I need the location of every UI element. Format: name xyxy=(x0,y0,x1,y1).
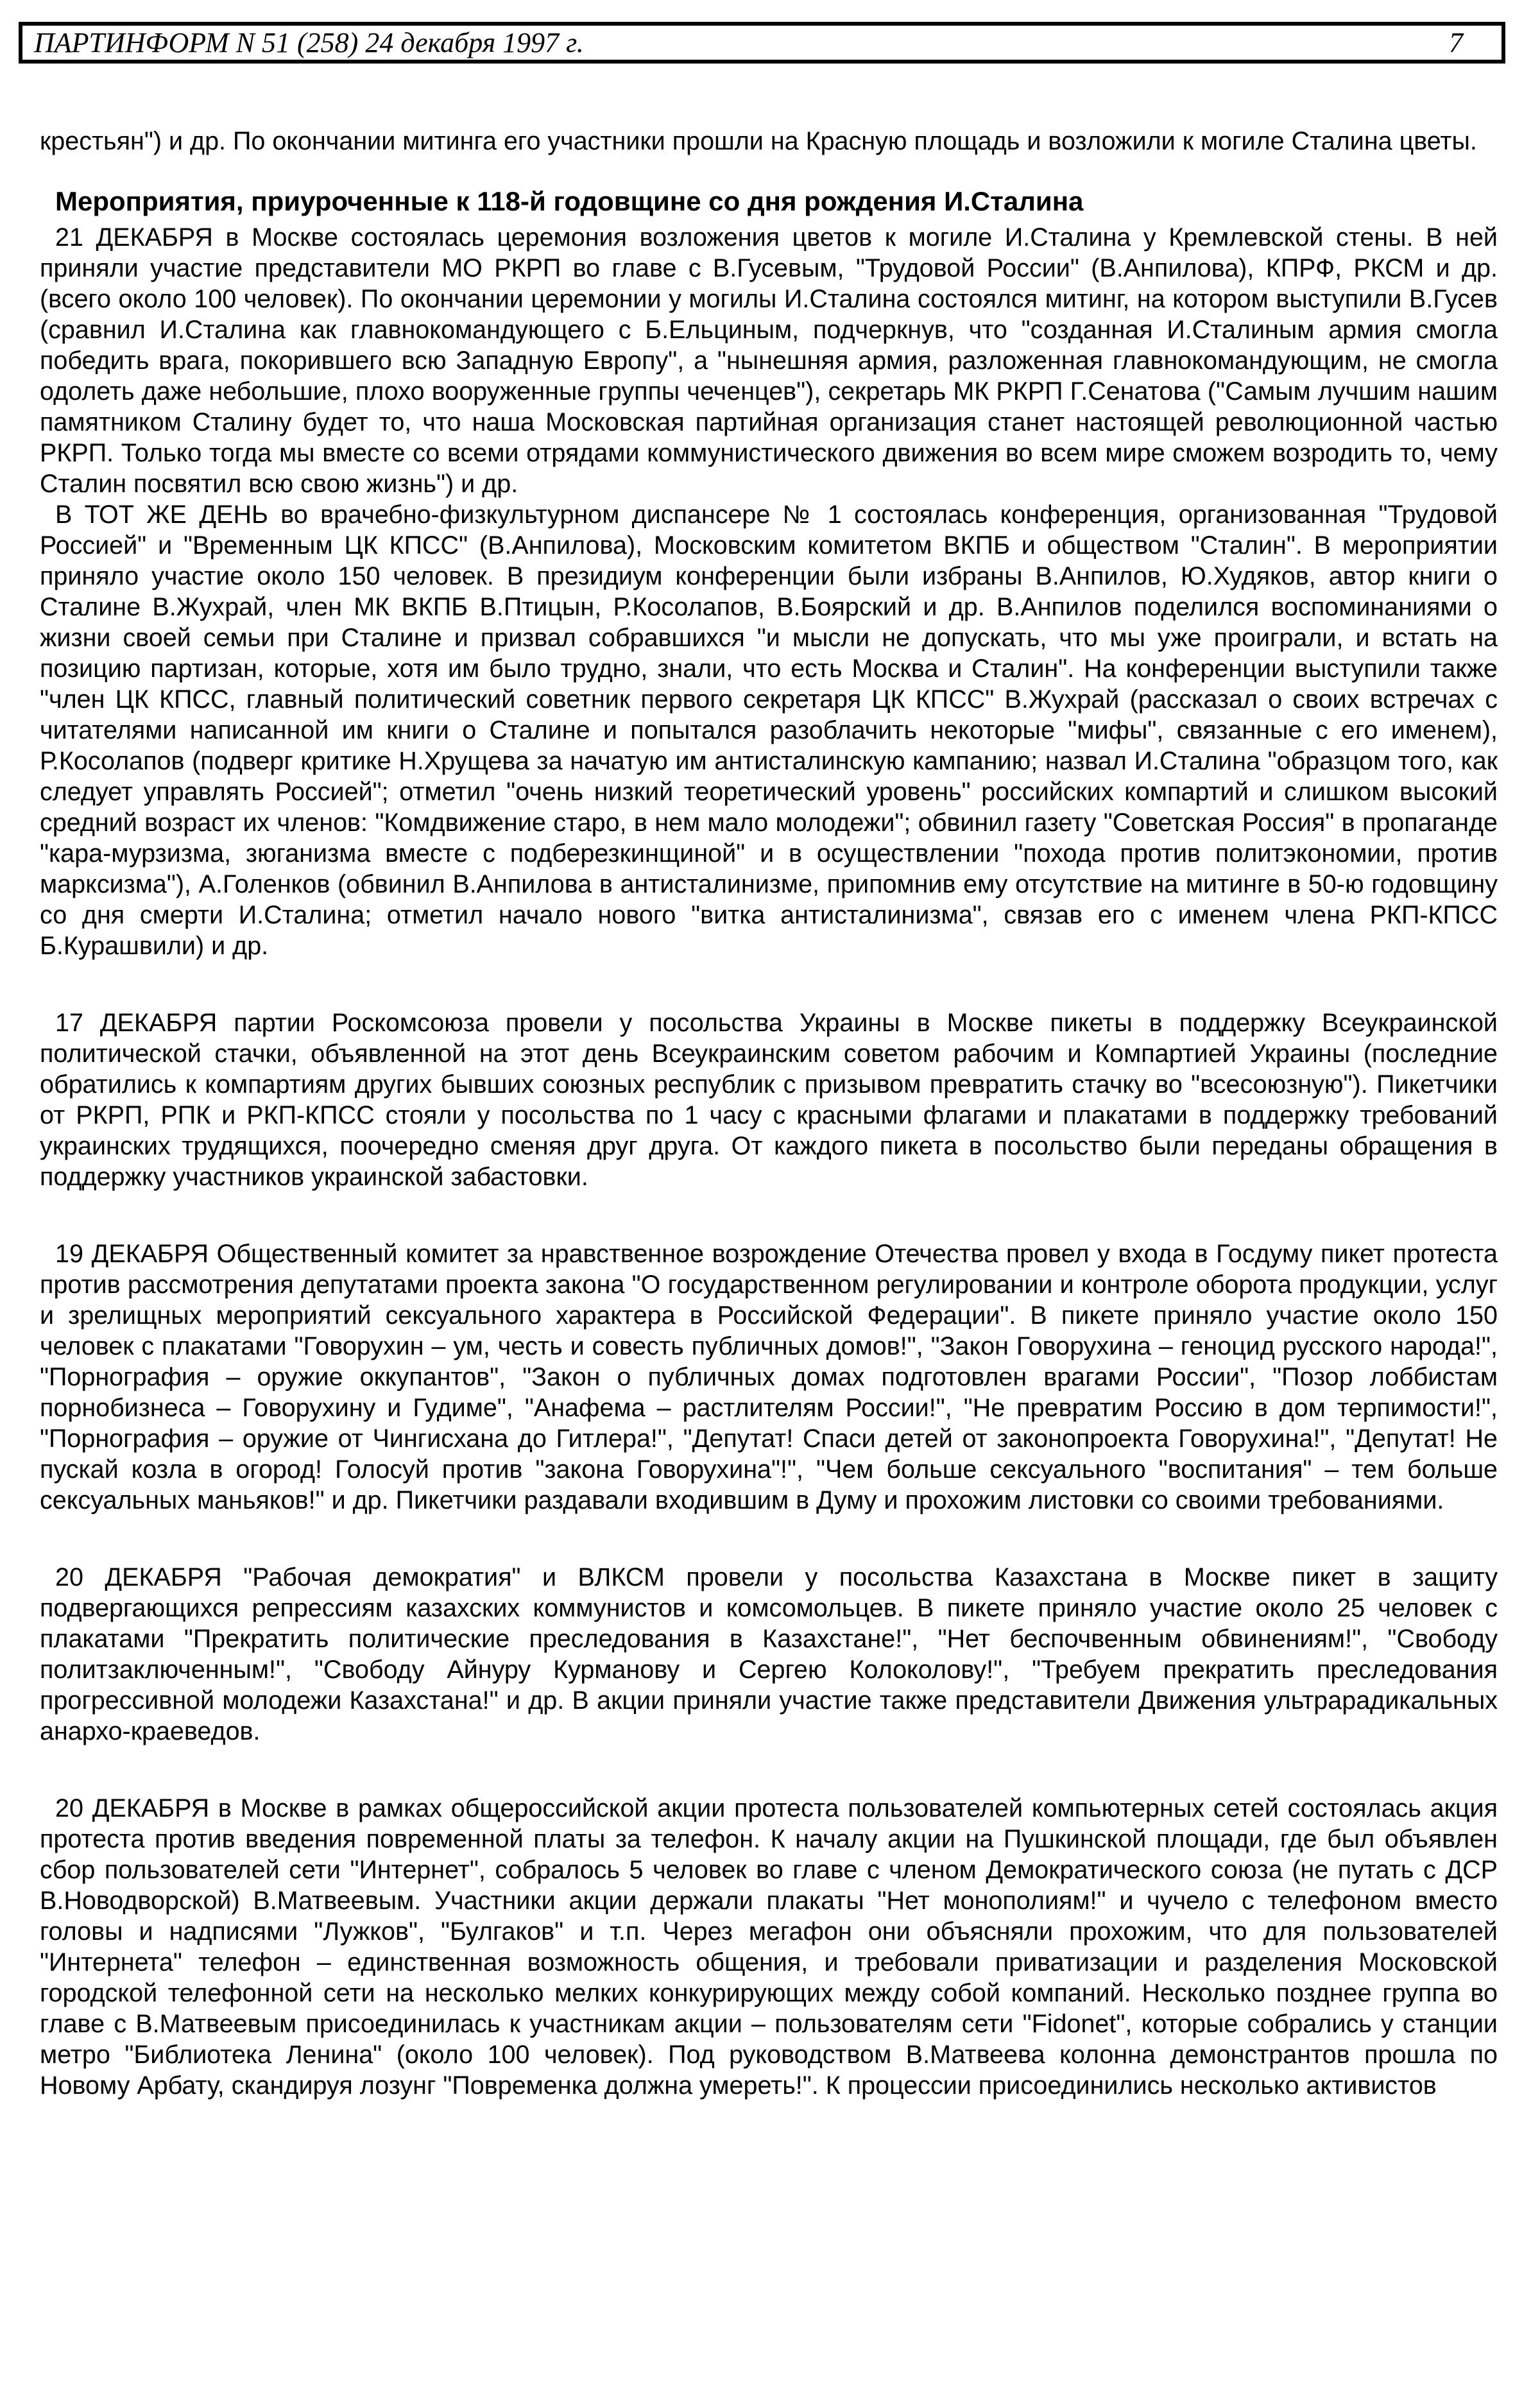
intro-paragraph: крестьян") и др. По окончании митинга его участники прошли на Красную площадь и возложили к могиле Сталина цветы. xyxy=(40,127,1477,155)
paragraph-dec20-kazakhstan: 20 ДЕКАБРЯ "Рабочая демократия" и ВЛКСМ провели у посольства Казахстана в Москве пикет в защиту подвергающихся репрессиям казахских коммунистов и комсомольцев. В пикете приняло участие около 25 человек с плакатами "Прекратить политические преследования в Казахстане!", "Нет беспочвенным обвинениям!", "Свободу политзаключенным!", "Свободу Айнуру Курманову и Сергею Колоколову!", "Требуем прекратить преследования прогрессивной молодежи Казахстана!" и др. В акции приняли участие также представители Движения ультрарадикальных анархо-краеведов. xyxy=(40,1563,1498,1745)
paragraph-gap xyxy=(40,1747,1498,1793)
paragraph-dec17: 17 ДЕКАБРЯ партии Роскомсоюза провели у посольства Украины в Москве пикеты в поддержку Всеукраинской политической стачки, объявленной на этот день Всеукраинским советом рабочим и Компартией Украины (последние обратились к компартиям других бывших союзных республик с призывом превратить стачку во "всесоюзную"). Пикетчики от РКРП, РПК и РКП-КПСС стояли у посольства по 1 часу с красными флагами и плакатами в поддержку требований украинских трудящихся, поочередно сменяя друг друга. От каждого пикета в посольство были переданы обращения в поддержку участников украинской забастовки. xyxy=(40,1009,1498,1191)
paragraph-gap xyxy=(40,961,1498,1007)
article-body xyxy=(40,126,1498,2101)
paragraph-dec19: 19 ДЕКАБРЯ Общественный комитет за нравственное возрождение Отечества провел у входа в Госдуму пикет протеста против рассмотрения депутатами проекта закона "О государственном регулировании и контроле оборота продукции, услуг и зрелищных мероприятий сексуального характера в Российской Федерации". В пикете приняло участие около 150 человек с плакатами "Говорухин – ум, честь и совесть публичных домов!", "Закон Говорухина – геноцид русского народа!", "Порнография – оружие оккупантов", "Закон о публичных домах подготовлен врагами России", "Позор лоббистам порнобизнеса – Говорухину и Гудиме", "Анафема – растлителям России!", "Не превратим Россию в дом терпимости!", "Порнография – оружие от Чингисхана до Гитлера!", "Депутат! Спаси детей от законопроекта Говорухина!", "Депутат! Не пускай козла в огород! Голосуй против "закона Говорухина"!", "Чем больше сексуального "воспитания" – тем больше сексуальных маньяков!" и др. Пикетчики раздавали входившим в Думу и прохожим листовки со своими требованиями. xyxy=(40,1240,1498,1514)
paragraph-dec20-internet: 20 ДЕКАБРЯ в Москве в рамках общероссийской акции протеста пользователей компьютерных сетей состоялась акция протеста против введения повременной платы за телефон. К началу акции на Пушкинской площади, где был объявлен сбор пользователей сети "Интернет", собралось 5 человек во главе с членом Демократического союза (не путать с ДСР В.Новодворской) В.Матвеевым. Участники акции держали плакаты "Нет монополиям!" и чучело с телефоном вместо головы и надписями "Лужков", "Булгаков" и т.п. Через мегафон они объясняли прохожим, что для пользователей "Интернета" телефон – единственная возможность общения, и требовали приватизации и разделения Московской городской телефонной сети на несколько мелких конкурирующих между собой компаний. Несколько позднее группа во главе с В.Матвеевым присоединилась к участникам акции – пользователям сети "Fidonet", которые собрались у станции метро "Библиотека Ленина" (около 100 человек). Под руководством В.Матвеева колонна демонстрантов прошла по Новому Арбату, скандируя лозунг "Повременка должна умереть!". К процессии присоединились несколько активистов xyxy=(40,1794,1498,2100)
paragraph-dec21: 21 ДЕКАБРЯ в Москве состоялась церемония возложения цветов к могиле И.Сталина у Кремлевской стены. В ней приняли участие представители МО РКРП во главе с В.Гусевым, "Трудовой России" (В.Анпилова), КПРФ, РКСМ и др. (всего около 100 человек). По окончании церемонии у могилы И.Сталина состоялся митинг, на котором выступили В.Гусев (сравнил И.Сталина как главнокомандующего с Б.Ельциным, подчеркнув, что "созданная И.Сталиным армия смогла победить врага, покорившего всю Западную Европу", а "нынешняя армия, разложенная главнокомандующим, не смогла одолеть даже небольшие, плохо вооруженные группы чеченцев"), секретарь МК РКРП Г.Сенатова ("Самым лучшим нашим памятником Сталину будет то, что наша Московская партийная организация станет настоящей революционной частью РКРП. Только тогда мы вместе со всеми отрядами коммунистического движения во всем мире сможем возродить то, чему Сталин посвятил всю свою жизнь") и др. xyxy=(40,223,1498,498)
publication-title: ПАРТИНФОРМ N 51 (258) 24 декабря 1997 г. xyxy=(34,27,584,58)
paragraph-same-day: В ТОТ ЖЕ ДЕНЬ во врачебно-физкультурном диспансере № 1 состоялась конференция, организованная "Трудовой Россией" и "Временным ЦК КПСС" (В.Анпилова), Московским комитетом ВКПБ и обществом "Сталин". В мероприятии приняло участие около 150 человек. В президиум конференции были избраны В.Анпилов, Ю.Худяков, автор книги о Сталине В.Жухрай, член МК ВКПБ В.Птицын, Р.Косолапов, В.Боярский и др. В.Анпилов поделился воспоминаниями о жизни своей семьи при Сталине и призвал собравшихся "и мысли не допускать, что мы уже проиграли, и встать на позицию партизан, которые, хотя им было трудно, знали, что есть Москва и Сталин". На конференции выступили также "член ЦК КПСС, главный политический советник первого секретаря ЦК КПСС" В.Жухрай (рассказал о своих встречах с читателями написанной им книги о Сталине и попытался разоблачить некоторые "мифы", связанные с его именем), Р.Косолапов (подверг критике Н.Хрущева за начатую им антисталинскую кампанию; назвал И.Сталина "образцом того, как следует управлять Россией"; отметил "очень низкий теоретический уровень" российских компартий и слишком высокий средний возраст их членов: "Комдвижение старо, в нем мало молодежи"; обвинил газету "Советская Россия" в пропаганде "кара-мурзизма, зюганизма вместе с подберезкинщиной" и в осуществлении "похода против политэкономии, против марксизма"), А.Голенков (обвинил В.Анпилова в антисталинизме, припомнив ему отсутствие на митинге в 50-ю годовщину со дня смерти И.Сталина; отметил начало нового "витка антисталинизма", связав его с именем члена РКП-КПСС Б.Курашвили) и др. xyxy=(40,501,1498,960)
page-number: 7 xyxy=(1449,27,1463,58)
paragraph-gap xyxy=(40,1192,1498,1238)
paragraph-gap xyxy=(40,1516,1498,1562)
section-heading: Мероприятия, приуроченные к 118-й годовщине со дня рождения И.Сталина xyxy=(55,186,1084,216)
page-header xyxy=(19,22,1505,64)
